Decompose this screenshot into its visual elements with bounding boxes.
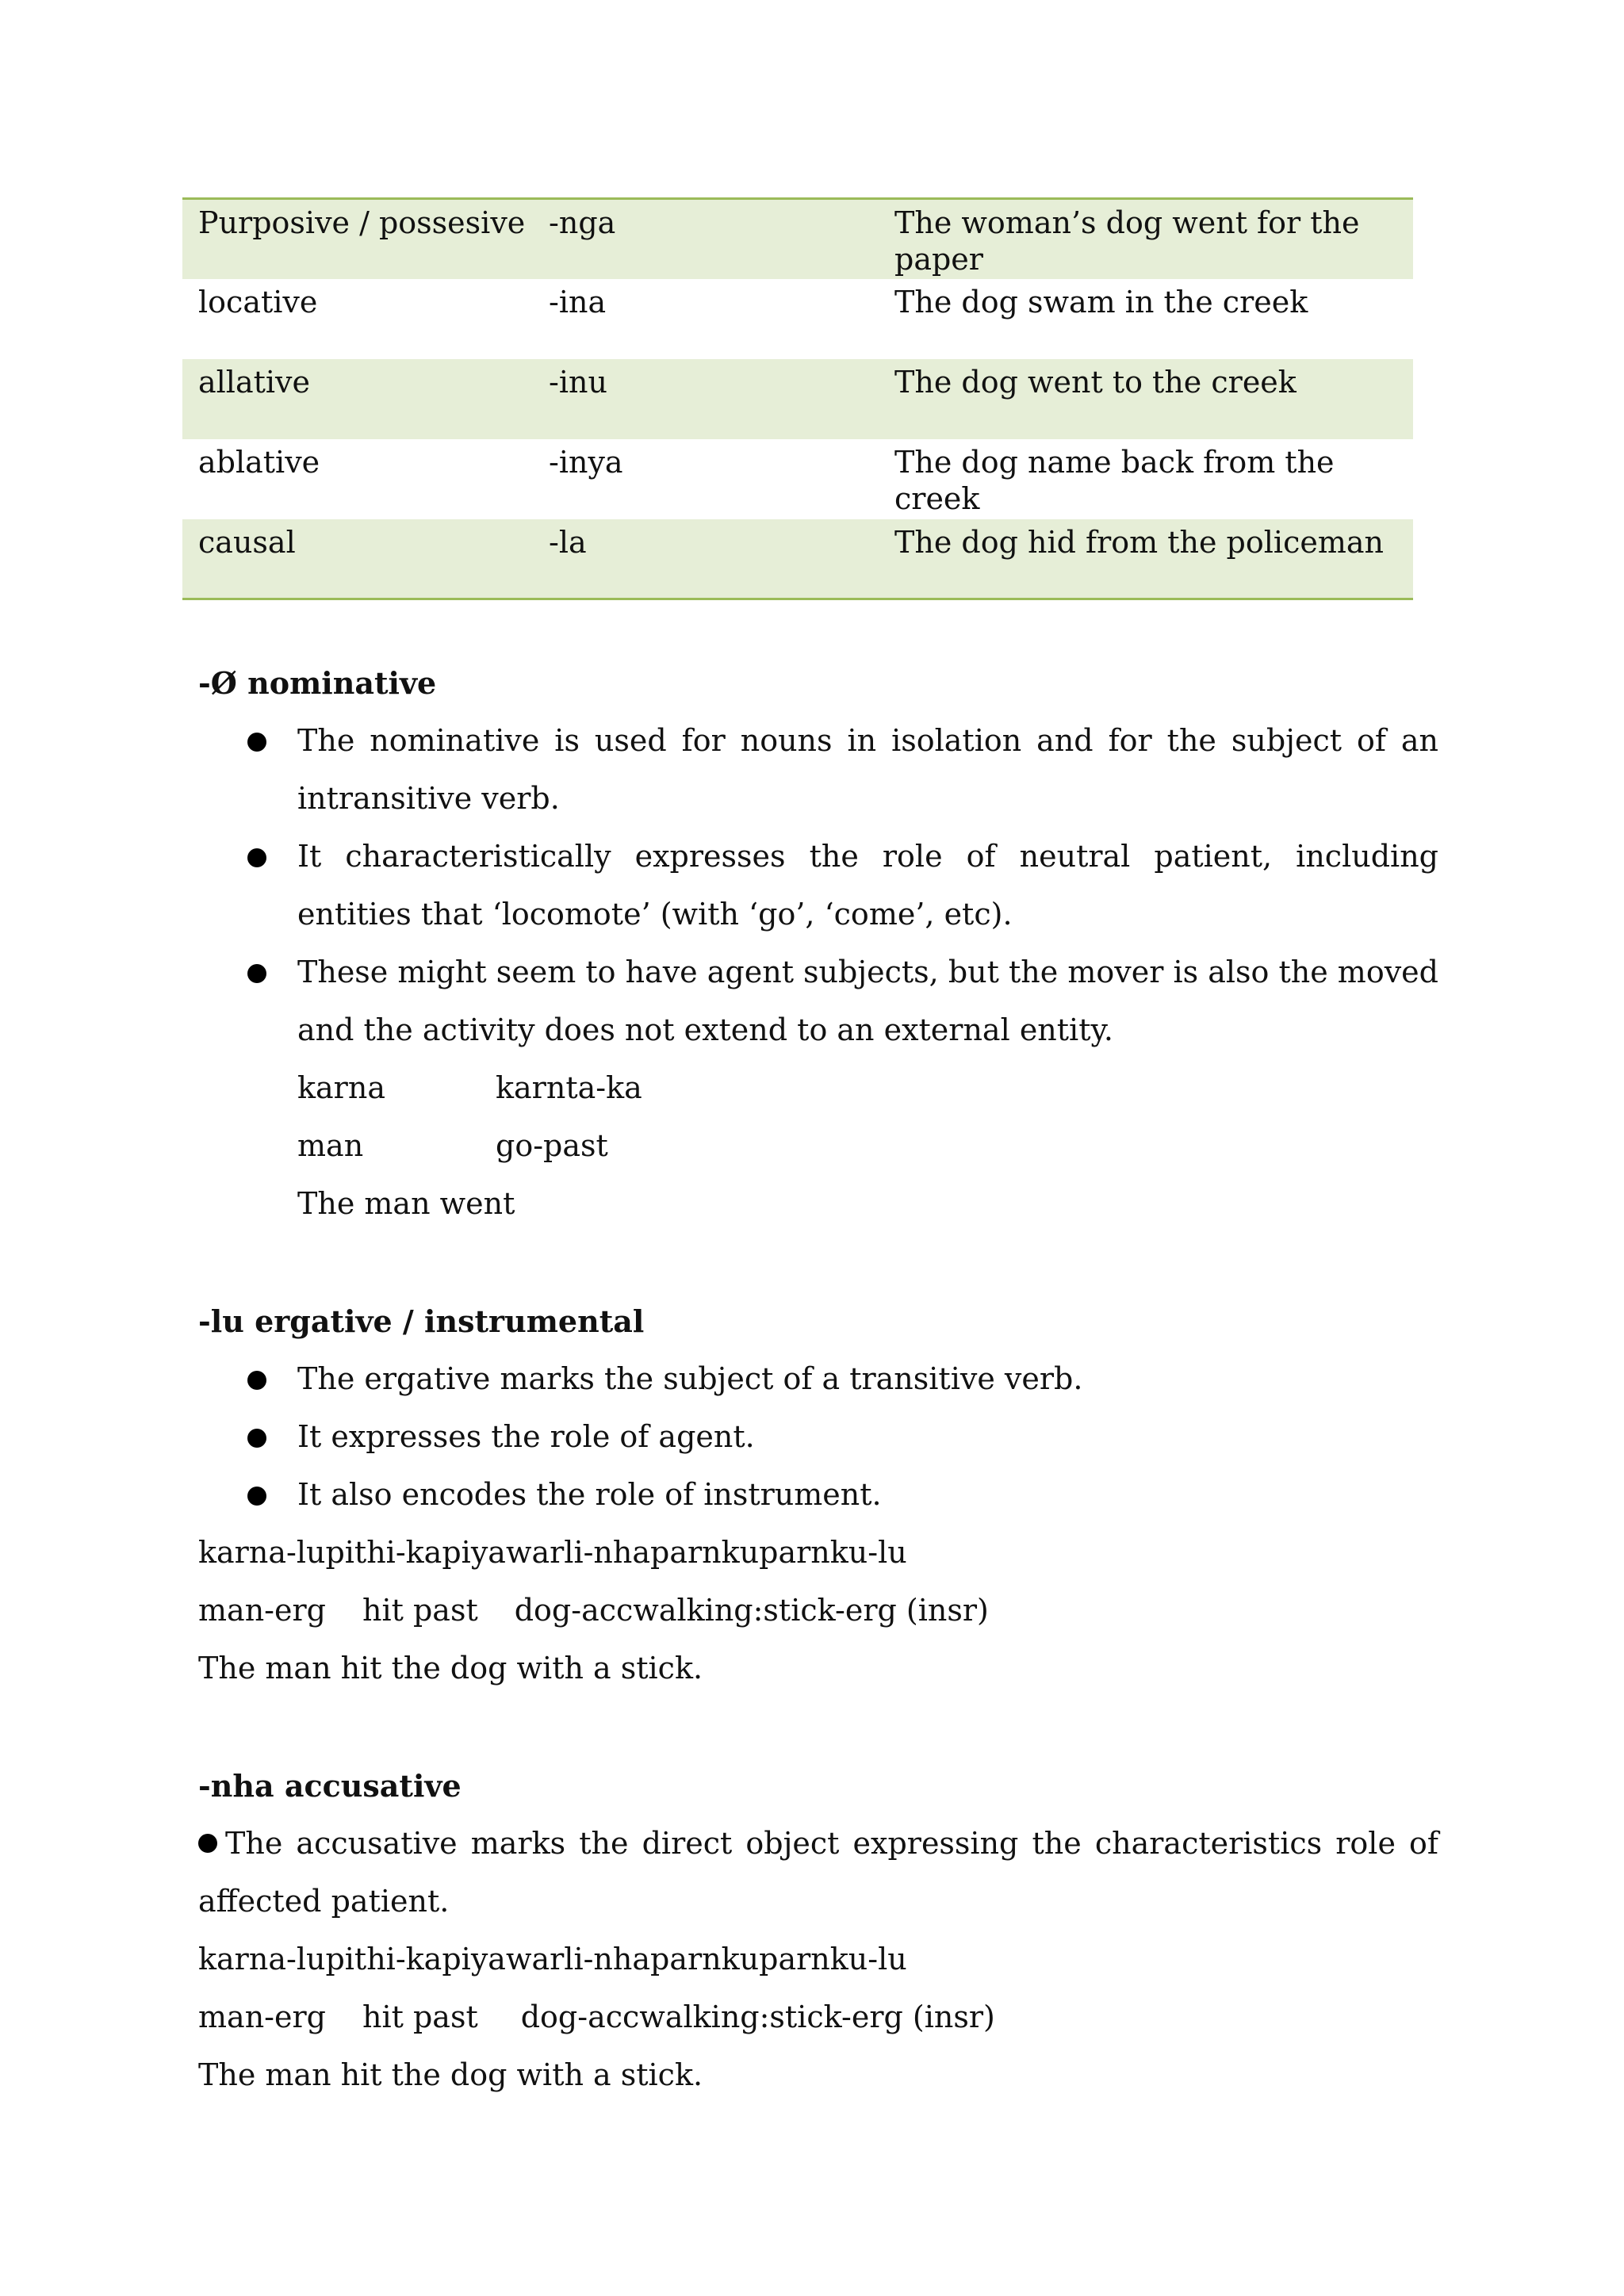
gloss-example — [198, 1524, 1438, 1697]
gloss-translation: The man went — [297, 1186, 515, 1221]
bullet-icon — [247, 733, 266, 752]
example-cell: The woman’s dog went for the paper — [879, 199, 1413, 279]
list-item: These might seem to have agent subjects, but the mover is also the moved and the activity does not extend to an external entity. — [198, 943, 1438, 1059]
section-heading: -Ø nominative — [198, 665, 437, 701]
ergative-section — [198, 1292, 1438, 1697]
bullet-icon — [247, 964, 266, 983]
nominative-section — [198, 654, 1438, 1233]
list-item: It also encodes the role of instrument. — [198, 1466, 1438, 1524]
gloss-line: karna-lupithi-kapiyawarli-nhaparnkuparnku-lu — [198, 1535, 907, 1570]
accusative-section — [198, 1757, 1438, 2104]
suffix-cell: -ina — [549, 284, 607, 320]
gloss-example — [198, 1931, 1438, 2104]
table-row — [182, 199, 1413, 279]
list-item: The nominative is used for nouns in isolation and for the subject of an intransitive verb. — [198, 712, 1438, 828]
bullet-icon — [247, 1429, 266, 1448]
case-cell: Purposive / possesive — [182, 199, 533, 279]
table-row — [182, 359, 1413, 439]
gloss-translation: The man hit the dog with a stick. — [198, 2057, 703, 2092]
suffix-cell: -nga — [533, 199, 879, 279]
ergative-bullets — [198, 1350, 1438, 1524]
example-cell: The dog name back from the creek — [894, 444, 1335, 516]
gloss-translation: The man hit the dog with a stick. — [198, 1651, 703, 1686]
list-item: It expresses the role of agent. — [198, 1408, 1438, 1466]
gloss-line: man-erg hit past dog-accwalking:stick-erg (insr) — [198, 1999, 995, 2034]
suffix-cell: -la — [533, 519, 879, 599]
gloss-line: karna-lupithi-kapiyawarli-nhaparnkuparnku-lu — [198, 1942, 907, 1976]
case-cell: causal — [182, 519, 533, 599]
bullet-icon — [247, 1487, 266, 1506]
suffix-cell: -inya — [549, 444, 623, 480]
suffix-cell: -inu — [533, 359, 879, 439]
example-cell: The dog went to the creek — [879, 359, 1413, 439]
bullet-icon — [198, 1834, 217, 1853]
list-item: The ergative marks the subject of a transitive verb. — [198, 1350, 1438, 1408]
example-cell: The dog swam in the creek — [894, 284, 1308, 320]
gloss-line: karna karnta-ka — [297, 1070, 642, 1105]
bullet-icon — [247, 1371, 266, 1390]
list-item: The accusative marks the direct object expressing the characteristics role of affected patient. — [198, 1826, 1438, 1919]
bullet-icon — [247, 848, 266, 867]
case-cell: locative — [198, 284, 318, 320]
case-cell: allative — [182, 359, 533, 439]
example-cell: The dog hid from the policeman — [879, 519, 1413, 599]
case-suffix-table — [182, 197, 1413, 600]
gloss-example — [198, 1059, 1438, 1233]
nominative-bullets — [198, 712, 1438, 1059]
section-heading: -lu ergative / instrumental — [198, 1303, 645, 1339]
gloss-line: man go-past — [297, 1128, 608, 1163]
table-row — [182, 519, 1413, 599]
section-heading: -nha accusative — [198, 1768, 462, 1804]
gloss-line: man-erg hit past dog-accwalking:stick-erg (insr) — [198, 1593, 989, 1628]
case-cell: ablative — [198, 444, 320, 480]
list-item: It characteristically expresses the role of neutral patient, including entities that ‘locomote’ (with ‘go’, ‘come’, etc). — [198, 828, 1438, 943]
table-row — [182, 279, 1413, 359]
table-row — [182, 439, 1413, 519]
